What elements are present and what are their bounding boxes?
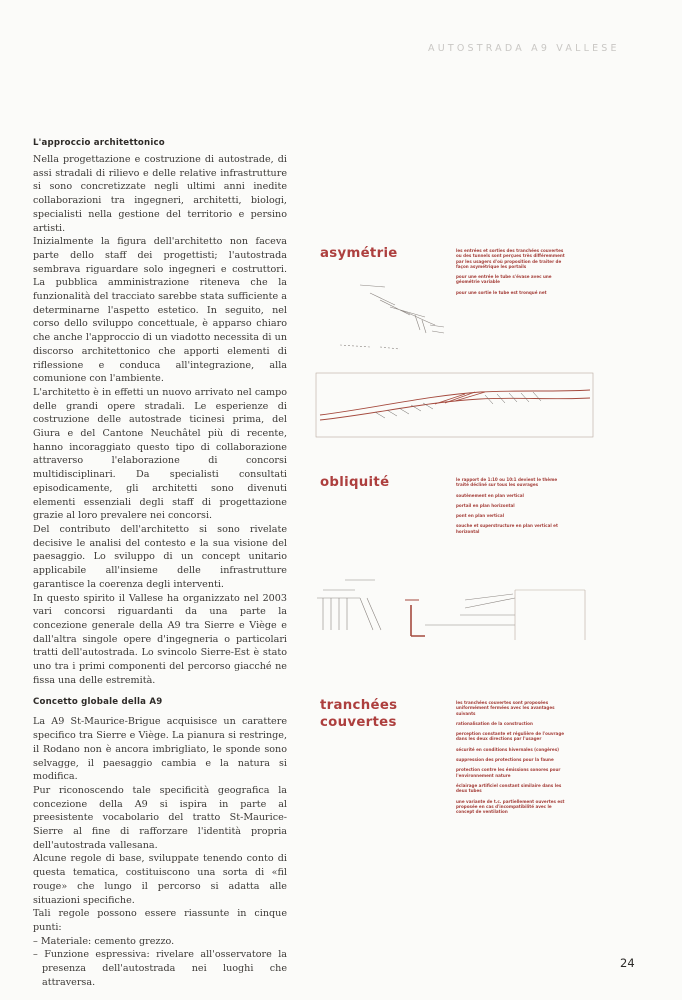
figure-note: protection contre les émissions sonores pour l'environnement nature <box>456 767 561 778</box>
figure-note: les entrées et sorties des tranchées couvertes ou des tunnels sont perçues très différemment par les usagers d'où proposition de traiter de façon asymétrique les portails <box>456 248 565 269</box>
figure-notes-tranchees <box>456 700 568 819</box>
figure-note: pour une entrée le tube s'évase avec une géométrie variable <box>456 274 552 285</box>
section-heading-architectural-approach: L'approccio architettonico <box>33 138 165 148</box>
paragraph: Alcune regole di base, sviluppate tenendo conto di questa tematica, costituiscono una sorta di «fil rouge» che lungo il percorso si adatta alle situazioni specifiche. <box>33 853 287 906</box>
figure-note: sécurité en conditions hivernales (congères) <box>456 746 560 752</box>
sketch-portal-entry-exit <box>340 275 450 365</box>
figure-note: suppression des protections pour la faune <box>456 757 554 763</box>
paragraph: Inizialmente la figura dell'architetto non faceva parte dello staff dei progettisti; l'autostrada sembrava riguardare solo ingegneri e costruttori. La pubblica amministrazione riteneva che la funzionalità del tracciato sarebbe stata sufficiente a determinarne l'aspetto estetico. In seguito, nel corso dello sviluppo concettuale, è apparso chiaro che anche l'approccio di un viadotto necessita di un discorso architettonico che apporti elementi di riflessione e conduca all'integrazione, alla comunione con l'ambiente. <box>33 236 287 385</box>
figure-note: pont en plan vertical <box>456 513 505 519</box>
paragraph: Tali regole possono essere riassunte in cinque punti: <box>33 908 287 933</box>
page-number: 24 <box>620 956 635 970</box>
figure-notes-asymetrie <box>456 248 568 300</box>
figure-note: perception constante et régulière de l'ouvrage dans les deux directions par l'usager <box>456 731 565 742</box>
figure-note: souche et superstructure en plan vertical et horizontal <box>456 523 558 534</box>
section-heading-global-concept: Concetto globale della A9 <box>33 697 163 708</box>
figure-note: éclairage artificiel constant similaire dans les deux tubes <box>456 782 562 794</box>
figure-note: les tranchées couvertes sont proposées uniformément fermées avec les avantages suivants <box>456 700 555 716</box>
paragraph: La A9 St-Maurice-Brigue acquisisce un carattere specifico tra Sierre e Viège. La pianura si restringe, il Rodano non è ancora imbrigliato, le sponde sono selvagge, il paesaggio cambia e la natura si modifica. <box>33 716 287 783</box>
figure-note: soutènement en plan vertical <box>456 492 524 498</box>
figure-note: le rapport de 1:10 ou 10:1 devient le thème traité décliné sur tous les ouvrages <box>456 477 558 488</box>
running-head: AUTOSTRADA A9 VALLESE <box>428 43 620 54</box>
figure-note: portail en plan horizontal <box>456 502 515 508</box>
figure-note: rationalisation de la construction <box>456 720 533 726</box>
main-text-column <box>33 138 287 989</box>
paragraph: In questo spirito il Vallese ha organizzato nel 2003 vari concorsi riguardanti da una parte la concezione generale della A9 tra Sierre e Viège e dall'altra singole opere d'ingegneria o particolari tratti dell'autostrada. Lo svincolo Sierre-Est è stato uno tra i primi componenti del percorso giacché ne fissa una delle estremità. <box>33 592 287 686</box>
figure-note: une variante de t.c. partiellement ouvertes est proposée en cas d'incompatibilité avec le concept de ventilation <box>456 798 565 815</box>
figure-title-obliquite: obliquité <box>320 475 390 490</box>
sketch-oblique-structures <box>315 570 595 650</box>
figure-notes-obliquite <box>456 477 568 539</box>
paragraph: Pur riconoscendo tale specificità geografica la concezione della A9 si ispira in parte al preesistente vocabolario del tratto St-Maurice-Sierre al fine di rafforzare l'identità propria dell'autostrada vallesana. <box>33 784 287 851</box>
list-item: – Funzione espressiva: rivelare all'osservatore la presenza dell'autostrada nei luoghi che attraversa. <box>33 949 287 988</box>
paragraph: Nella progettazione e costruzione di autostrade, di assi stradali di rilievo e delle relative infrastrutture si sono concretizzate negli ultimi anni inedite collaborazioni tra ingegneri, architetti, biologi, specialisti nella gestione del territorio e persino artisti. <box>33 154 287 234</box>
paragraph: Del contributo dell'architetto si sono rivelate decisive le analisi del contesto e la sua visione del paesaggio. Lo sviluppo di un concept unitario applicabile all'insieme delle infrastrutture garantisce la coerenza degli interventi. <box>33 523 287 590</box>
figure-title-asymetrie: asymétrie <box>320 246 398 261</box>
figure-note: pour une sortie le tube est tronqué net <box>456 289 547 295</box>
figure-title-tranchees-line2: couvertes <box>320 715 397 730</box>
sketch-tunnel-curve <box>315 370 595 440</box>
list-item: – Materiale: cemento grezzo. <box>33 935 175 947</box>
figure-title-tranchees-line1: tranchées <box>320 698 398 713</box>
paragraph: L'architetto è in effetti un nuovo arrivato nel campo delle grandi opere stradali. Le esperienze di costruzione delle autostrade ticinesi prima, del Giura e del Cantone Neuchâtel più di recente, hanno incoraggiato questo tipo di collaborazione attraverso l'elaborazione di concorsi multidisciplinari. Da specialisti consultati episodicamente, gli architetti sono divenuti elementi essenziali degli staff di progettazione grazie al loro prevalere nei concorsi. <box>33 386 287 522</box>
